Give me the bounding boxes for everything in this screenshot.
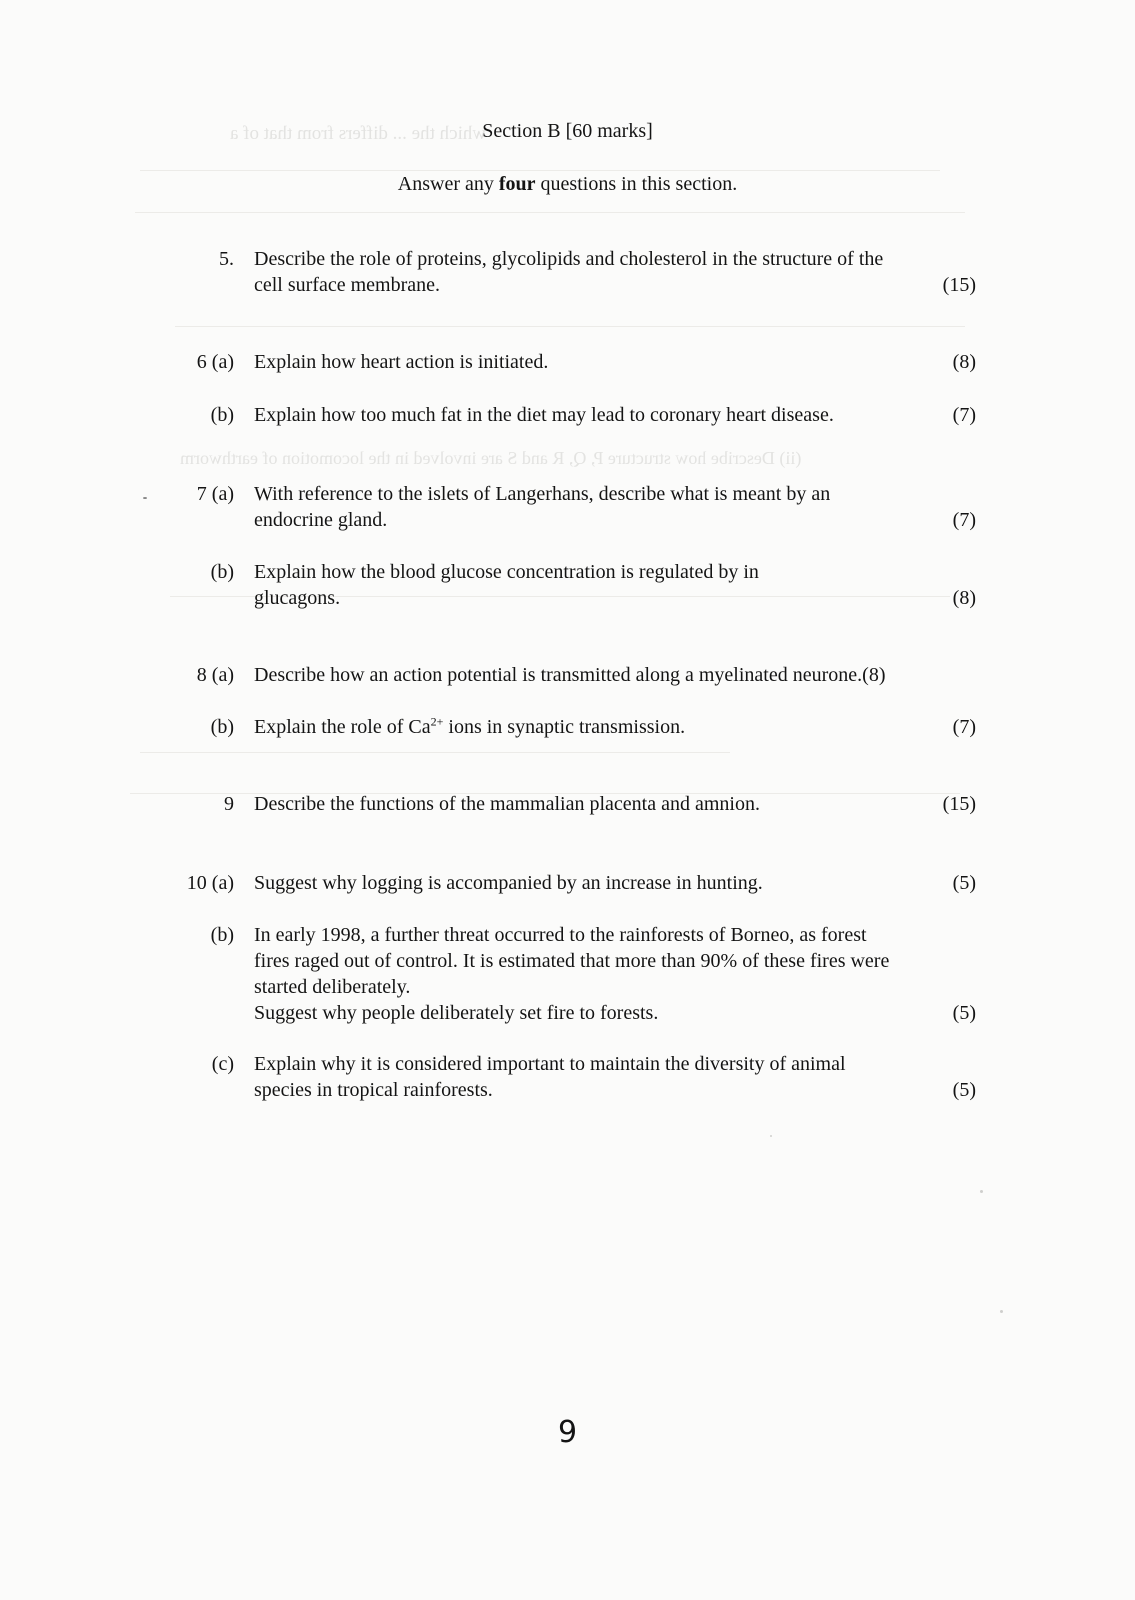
- question-text: Suggest why people deliberately set fire to forests.: [254, 1002, 659, 1024]
- question-6a: 6 (a) Explain how heart action is initiated. (8): [254, 349, 984, 375]
- question-8a: [196, 662, 984, 688]
- question-7a: 7 (a) With reference to the islets of Langerhans, describe what is meant by an endocrine gland. (7): [254, 481, 984, 533]
- question-text: With reference to the islets of Langerhans, describe what is meant by an: [254, 483, 831, 505]
- question-number: (b): [210, 924, 234, 946]
- question-text: Explain how heart action is initiated.: [254, 351, 549, 373]
- scan-speck: [980, 1190, 983, 1193]
- question-number: (b): [210, 716, 234, 738]
- superscript: 2+: [430, 714, 444, 729]
- question-text: species in tropical rainforests.: [254, 1079, 493, 1101]
- question-text: Suggest why logging is accompanied by an increase in hunting.: [254, 872, 763, 894]
- section-title: Section B [60 marks]: [482, 120, 653, 142]
- question-number: 10 (a): [186, 872, 234, 894]
- question-marks: (8): [862, 664, 886, 686]
- bleed-through-middle: (ii) Describe how structure P, Q, R and S are involved in the locomotion of earthworm: [180, 448, 802, 468]
- section-instruction: Answer any four questions in this section.: [397, 173, 738, 195]
- question-number: (c): [211, 1053, 234, 1075]
- question-7b: (b) Explain how the blood glucose concentration is regulated by in glucagons. (8): [254, 559, 984, 611]
- question-text: Explain how too much fat in the diet may lead to coronary heart disease.: [254, 404, 834, 426]
- ghost-line: [140, 170, 940, 171]
- question-text: fires raged out of control. It is estimated that more than 90% of these fires were: [254, 950, 890, 972]
- question-number: 7 (a): [196, 483, 234, 505]
- question-text: started deliberately.: [254, 976, 411, 998]
- question-text: Describe how an action potential is transmitted along a myelinated neurone.(8): [254, 664, 886, 686]
- question-6b: (b) Explain how too much fat in the diet may lead to coronary heart disease. (7): [254, 402, 984, 428]
- question-number: (b): [210, 561, 234, 583]
- ghost-line: [175, 326, 965, 327]
- question-text: Describe the functions of the mammalian placenta and amnion.: [254, 793, 760, 815]
- question-number: 8 (a): [196, 664, 234, 686]
- bleed-through-top: which the ... differs from that of a: [230, 123, 487, 144]
- question-text: Explain the role of $Ca^{2+}$ ions in synaptic transmission.: [254, 714, 686, 738]
- question-number: 6 (a): [196, 351, 234, 373]
- instruction-emphasis: four: [498, 173, 536, 195]
- scan-speck: [770, 1135, 772, 1137]
- question-text: endocrine gland.: [254, 509, 388, 531]
- ghost-line: [140, 752, 730, 753]
- question-10a: 10 (a) Suggest why logging is accompanied by an increase in hunting. (5): [254, 870, 984, 896]
- question-9: 9 Describe the functions of the mammalian placenta and amnion. (15): [254, 791, 984, 817]
- question-text: Describe the role of proteins, glycolipids and cholesterol in the structure of the: [254, 248, 884, 270]
- question-number: (b): [210, 404, 234, 426]
- ghost-line: [135, 212, 965, 213]
- question-5: 5. Describe the role of proteins, glycolipids and cholesterol in the structure of the cell surface membrane. (15): [254, 246, 984, 298]
- scan-speck: [143, 497, 147, 499]
- question-text: cell surface membrane.: [254, 274, 441, 296]
- question-number: 5.: [219, 248, 234, 270]
- page-number: 9: [557, 1415, 578, 1450]
- question-text: In early 1998, a further threat occurred to the rainforests of Borneo, as forest: [254, 924, 867, 946]
- question-8b: (b) Explain the role of $Ca^{2+}$ ions in synaptic transmission. (7): [254, 714, 984, 740]
- scan-speck: [1000, 1310, 1003, 1313]
- question-text: glucagons.: [254, 587, 341, 609]
- question-10c: (c) Explain why it is considered important to maintain the diversity of animal species in tropical rainforests. (5): [254, 1051, 984, 1103]
- question-number: 9: [224, 793, 234, 815]
- question-text: Explain why it is considered important to maintain the diversity of animal: [254, 1053, 846, 1075]
- question-text: Explain how the blood glucose concentration is regulated by in: [254, 561, 759, 583]
- question-10b: (b) In early 1998, a further threat occurred to the rainforests of Borneo, as forest fires raged out of control. It is estimated that more than 90% of these fires were started deliberately. Suggest why people deliberately set fire to forests. (5): [254, 922, 994, 1026]
